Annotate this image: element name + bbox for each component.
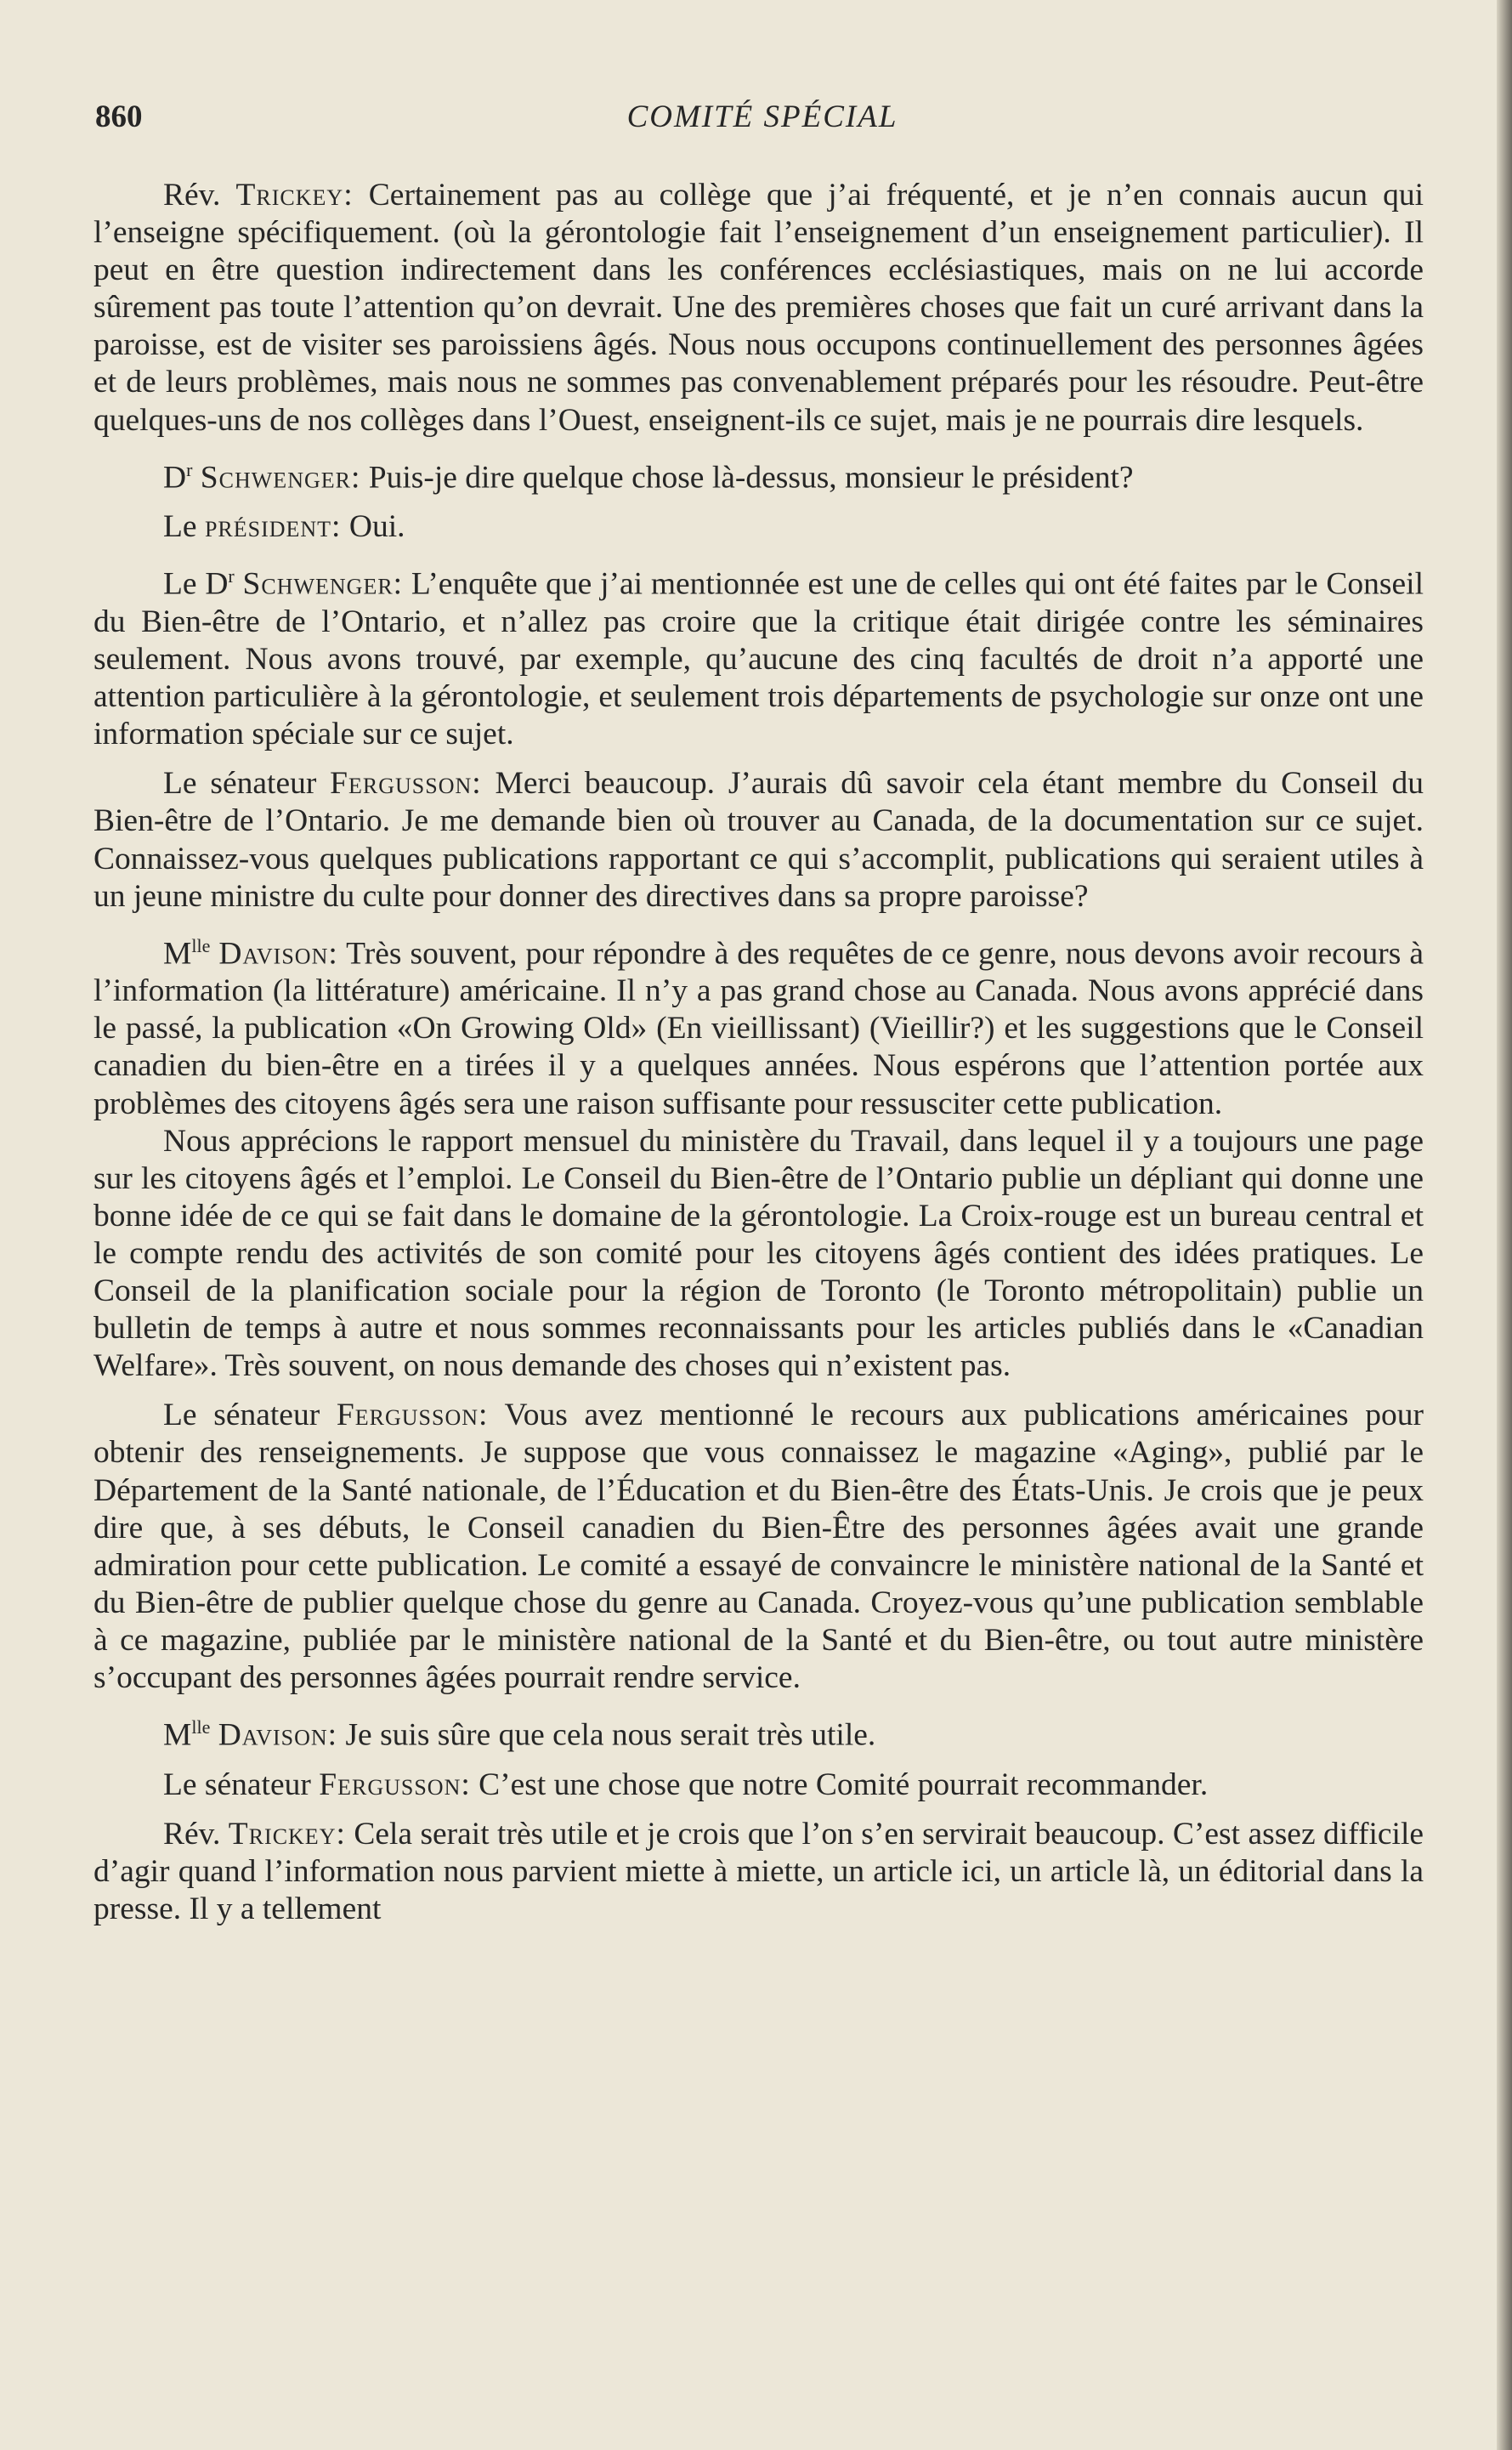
speaker-prefix: M (163, 1717, 192, 1753)
speaker-name: Davison: (218, 936, 338, 972)
transcript-paragraph (93, 451, 1424, 497)
speaker-name: Davison: (218, 1717, 338, 1753)
paragraph-text: Merci beaucoup. J’aurais dû savoir cela étant membre du Conseil du Bien-être de l’Ontario. Je me demande bien où trouver au Canada, de la documentation sur ce sujet. Connaissez-vous quelques publications rapportant ce qui s’accomplit, publications qui seraient utiles à un jeune ministre du culte pour donner des directives dans sa propre paroisse? (93, 766, 1424, 914)
speaker-prefix-superscript: lle (191, 934, 211, 956)
page-edge-shadow (1497, 0, 1512, 2450)
paragraph-text: Vous avez mentionné le recours aux publications américaines pour obtenir des renseignements. Je suppose que vous connaissez le magazine «Aging», publié par le Département de la Santé nationale, de l’Éducation et du Bien-être des États-Unis. Je crois que je peux dire que, à ses débuts, le Conseil canadien du Bien-Être des personnes âgées avait une grande admiration pour cette publication. Le comité a essayé de convaincre le ministère national de la Santé et du Bien-être de publier quelque chose du genre au Canada. Croyez-vous qu’une publication semblable à ce magazine, publiée par le ministère national de la Santé et du Bien-être, ou tout autre ministère s’occupant des personnes âgées pourrait rendre service. (93, 1398, 1424, 1695)
paragraph-text: Puis-je dire quelque chose là-dessus, monsieur le président? (368, 460, 1134, 496)
speaker-prefix-superscript: r (228, 565, 235, 587)
transcript-paragraph (93, 177, 1424, 440)
speaker-name: Trickey: (228, 1816, 346, 1852)
paragraph-text: Oui. (348, 509, 405, 545)
speaker-name: Fergusson: (319, 1767, 471, 1802)
transcript-paragraph (93, 765, 1424, 915)
speaker-prefix: Rév. (163, 178, 221, 213)
speaker-prefix-superscript: r (186, 458, 193, 480)
transcript-body (93, 177, 1424, 1928)
transcript-paragraph (93, 508, 1424, 546)
speaker-name: président: (204, 509, 342, 545)
speaker-name: Schwenger: (200, 460, 361, 496)
transcript-paragraph (93, 1816, 1424, 1928)
speaker-name: Fergusson: (330, 766, 482, 802)
paragraph-text: Certainement pas au collège que j’ai fréquenté, et je n’en connais aucun qui l’enseigne spécifiquement. (où la gérontologie fait l’enseignement d’un enseignement particulier). Il peut en être question indirectement dans les conférences ecclésiastiques, mais on ne lui accorde sûrement pas toute l’attention qu’on devrait. Une des premières choses que fait un curé arrivant dans la paroisse, est de visiter ses paroissiens âgés. Nous nous occupons continuellement des personnes âgées et de leurs problèmes, mais nous ne sommes pas convenablement préparés pour les résoudre. Peut-être quelques-uns de nos collèges dans l’Ouest, enseignent-ils ce sujet, mais je ne pourrais dire lesquels. (93, 178, 1424, 438)
speaker-prefix-superscript: lle (191, 1716, 211, 1738)
speaker-name: Trickey: (235, 178, 354, 213)
transcript-paragraph (93, 558, 1424, 753)
speaker-prefix: Le (163, 509, 197, 545)
paragraph-text: Nous apprécions le rapport mensuel du ministère du Travail, dans lequel il y a toujours une page sur les citoyens âgés et l’emploi. Le Conseil du Bien-être de l’Ontario publie un dépliant qui donne une bonne idée de ce qui se fait dans le domaine de la gérontologie. La Croix-rouge est un bureau central et le compte rendu des activités de son comité pour les citoyens âgés contient des idées pratiques. Le Conseil de la planification sociale pour la région de Toronto (le Toronto métropolitain) publie un bulletin de temps à autre et nous sommes reconnaissants pour les articles publiés dans le «Canadian Welfare». Très souvent, on nous demande des choses qui n’existent pas. (93, 1123, 1424, 1384)
paragraph-text: Je suis sûre que cela nous serait très utile. (345, 1717, 876, 1753)
speaker-name: Fergusson: (336, 1398, 489, 1433)
speaker-prefix: D (163, 460, 187, 496)
paragraph-text: Très souvent, pour répondre à des requêtes de ce genre, nous devons avoir recours à l’information (la littérature) américaine. Il n’y a pas grand chose au Canada. Nous avons apprécié dans le passé, la publication «On Growing Old» (En vieillissant) (Vieillir?) et les suggestions que le Conseil canadien du bien-être en a tirées il y a quelques années. Nous espérons que l’attention portée aux problèmes des citoyens âgés sera une raison suffisante pour ressusciter cette publication. (93, 936, 1424, 1121)
speaker-prefix: Le sénateur (163, 766, 317, 802)
transcript-paragraph (93, 1123, 1424, 1386)
transcript-paragraph (93, 927, 1424, 1123)
transcript-paragraph (93, 1767, 1424, 1804)
speaker-prefix: M (163, 936, 192, 972)
transcript-paragraph (93, 1397, 1424, 1697)
page-number: 860 (95, 99, 143, 134)
speaker-prefix: Le D (163, 566, 229, 602)
paragraph-text: C’est une chose que notre Comité pourrait recommander. (479, 1767, 1209, 1802)
speaker-prefix: Rév. (163, 1816, 221, 1852)
speaker-prefix: Le sénateur (163, 1398, 320, 1433)
speaker-name: Schwenger: (242, 566, 404, 602)
paragraph-text: Cela serait très utile et je crois que l’on s’en servirait beaucoup. C’est assez difficile d’agir quand l’information nous parvient miette à miette, un article ici, un article là, un éditorial dans la presse. Il y a tellement (93, 1816, 1424, 1926)
page-header (95, 99, 1430, 150)
paragraph-text: L’enquête que j’ai mentionnée est une de celles qui ont été faites par le Conseil du Bien-être de l’Ontario, et n’allez pas croire que la critique était dirigée contre les séminaires seulement. Nous avons trouvé, par exemple, qu’aucune des cinq facultés de droit n’a apporté une attention particulière à la gérontologie, et seulement trois départements de psychologie sur onze ont une information spéciale sur ce sujet. (93, 566, 1424, 752)
running-title: COMITÉ SPÉCIAL (626, 99, 898, 134)
speaker-prefix: Le sénateur (163, 1767, 311, 1802)
transcript-paragraph (93, 1709, 1424, 1755)
